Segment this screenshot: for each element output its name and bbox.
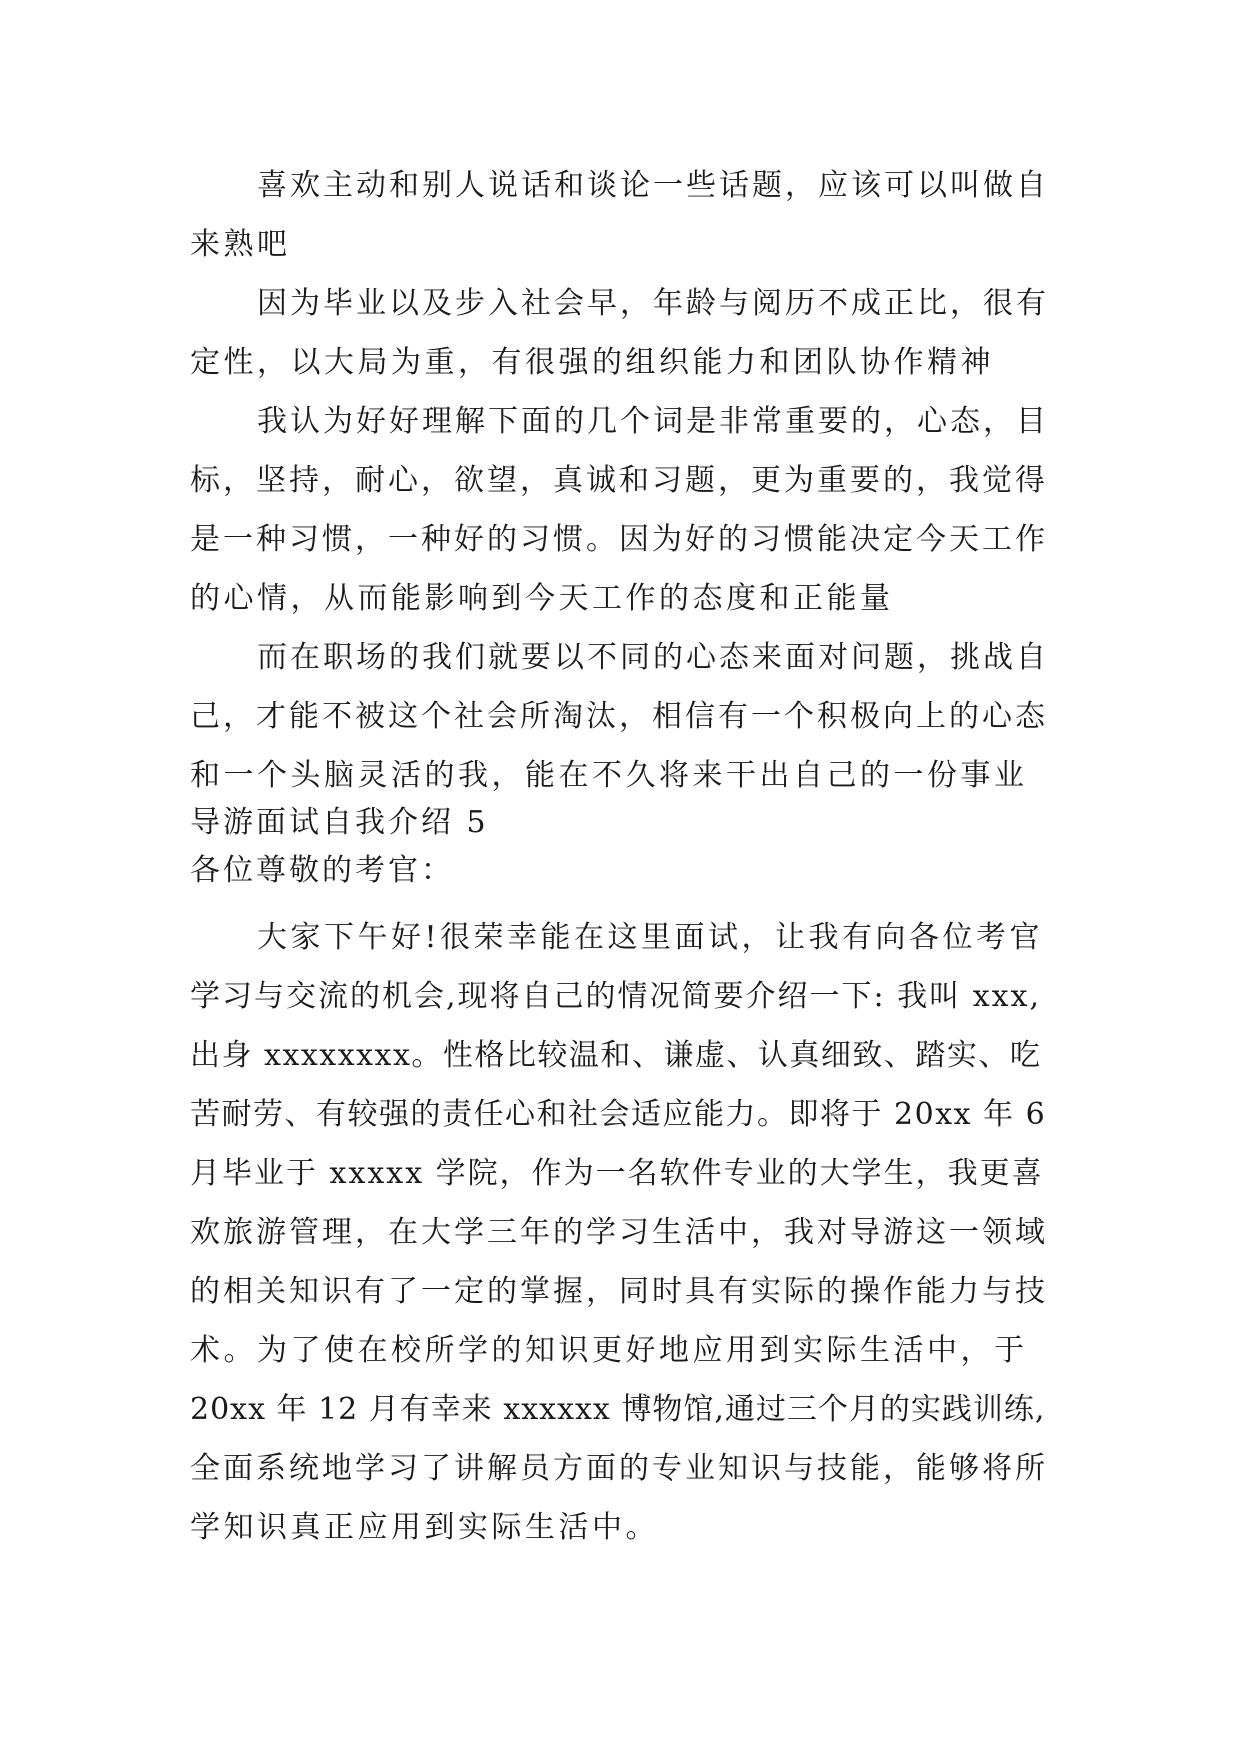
paragraph-line: 欢旅游管理，在大学三年的学习生活中，我对导游这一领域 — [190, 1215, 1048, 1250]
paragraph-line: 学知识真正应用到实际生活中。 — [190, 1510, 659, 1545]
paragraph-5 — [190, 908, 1050, 1557]
section-title: 导游面试自我介绍 5 — [190, 805, 489, 840]
paragraph-line: 来熟吧 — [190, 227, 291, 262]
paragraph-line: 我认为好好理解下面的几个词是非常重要的，心态，目 — [257, 404, 1049, 439]
paragraph-line: 己，才能不被这个社会所淘汰，相信有一个积极向上的心态 — [190, 699, 1048, 734]
paragraph-line: 和一个头脑灵活的我，能在不久将来干出自己的一份事业 — [190, 758, 1028, 793]
paragraph-line: 出身 xxxxxxxx。性格比较温和、谦虚、认真细致、踏实、吃 — [190, 1038, 1042, 1073]
paragraph-line: 标，坚持，耐心，欲望，真诚和习题，更为重要的，我觉得 — [190, 463, 1048, 498]
paragraph-2 — [190, 274, 1050, 392]
salutation: 各位尊敬的考官： — [190, 853, 454, 888]
paragraph-line: 而在职场的我们就要以不同的心态来面对问题，挑战自 — [257, 640, 1049, 675]
paragraph-3 — [190, 392, 1050, 628]
paragraph-line: 月毕业于 xxxxx 学院，作为一名软件专业的大学生，我更喜 — [190, 1156, 1044, 1191]
paragraph-line: 学习与交流的机会,现将自己的情况简要介绍一下: 我叫 xxx, — [190, 979, 1042, 1014]
paragraph-line: 的心情，从而能影响到今天工作的态度和正能量 — [190, 581, 894, 616]
paragraph-line: 术。为了使在校所学的知识更好地应用到实际生活中，于 — [190, 1333, 1028, 1368]
paragraph-line: 大家下午好!很荣幸能在这里面试，让我有向各位考官 — [257, 920, 1044, 955]
paragraph-line: 定性，以大局为重，有很强的组织能力和团队协作精神 — [190, 345, 994, 380]
paragraph-line: 的相关知识有了一定的掌握，同时具有实际的操作能力与技 — [190, 1274, 1048, 1309]
paragraph-line: 因为毕业以及步入社会早，年龄与阅历不成正比，很有 — [257, 286, 1049, 321]
paragraph-line: 喜欢主动和别人说话和谈论一些话题，应该可以叫做自 — [257, 168, 1049, 203]
paragraph-line: 苦耐劳、有较强的责任心和社会适应能力。即将于 20xx 年 6 — [190, 1097, 1047, 1132]
paragraph-1 — [190, 156, 1050, 274]
paragraph-4 — [190, 628, 1050, 805]
paragraph-line: 全面系统地学习了讲解员方面的专业知识与技能，能够将所 — [190, 1451, 1048, 1486]
paragraph-line: 20xx 年 12 月有幸来 xxxxxx 博物馆,通过三个月的实践训练, — [190, 1392, 1046, 1427]
paragraph-line: 是一种习惯，一种好的习惯。因为好的习惯能决定今天工作 — [190, 522, 1048, 557]
